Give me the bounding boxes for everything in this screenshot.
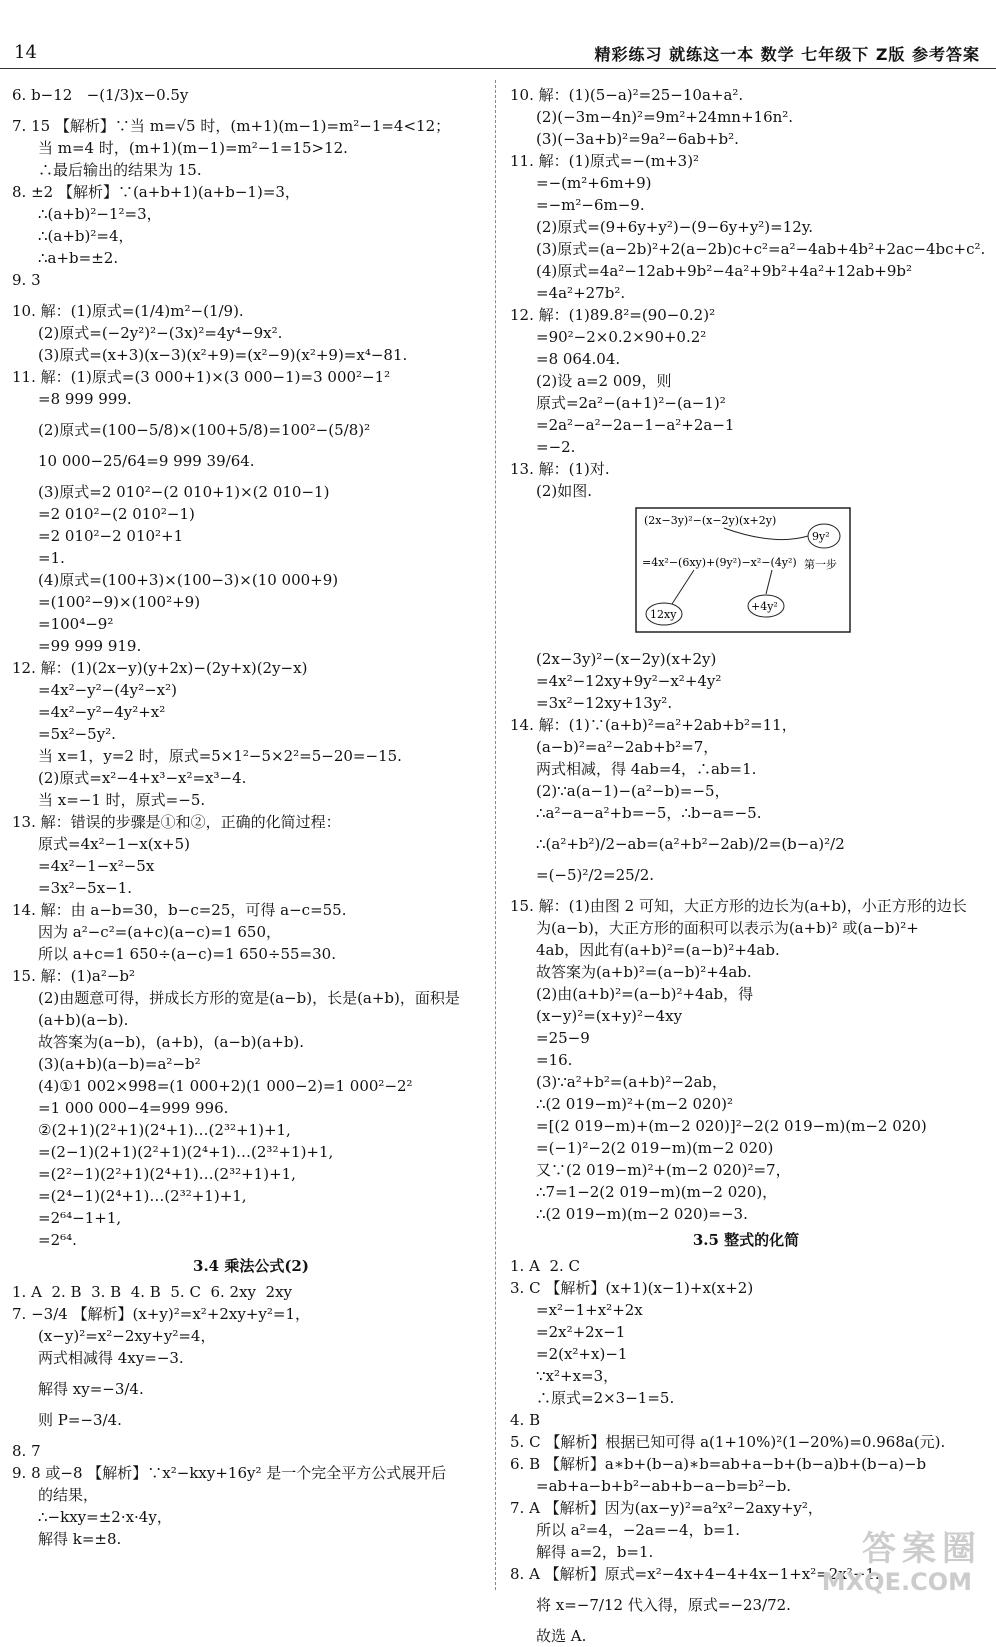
answer-line: ∴(a²+b²)/2−ab=(a²+b²−2ab)/2=(b−a)²/2	[536, 835, 845, 853]
answer-line: =(2⁴−1)(2⁴+1)…(2³²+1)+1,	[38, 1187, 247, 1205]
page-header	[0, 38, 996, 69]
answer-line: 6. B 【解析】a∗b+(b−a)∗b=ab+a−b+(b−a)b+(b−a)−b	[510, 1455, 927, 1473]
spacer	[12, 410, 490, 419]
answer-line: =(2²−1)(2²+1)(2⁴+1)…(2³²+1)+1,	[38, 1165, 296, 1183]
answer-line: =4a²+27b².	[536, 284, 626, 302]
section-title: 3.5 整式的化简	[692, 1231, 800, 1249]
circle-12xy-text: 12xy	[650, 608, 677, 621]
answer-line: 7. 15 【解析】∵当 m=√5 时，(m+1)(m−1)=m²−1=4<12；	[12, 117, 451, 135]
answer-line: ∴a+b=±2.	[38, 249, 119, 267]
spacer	[510, 1616, 982, 1625]
answer-line: (x−y)²=x²−2xy+y²=4，	[38, 1327, 216, 1345]
answer-line: ②(2+1)(2²+1)(2⁴+1)…(2³²+1)+1,	[38, 1121, 291, 1139]
answer-line: =1.	[38, 549, 65, 567]
answer-line: 3. C 【解析】(x+1)(x−1)+x(x+2)	[510, 1279, 754, 1297]
answer-line: 的结果，	[38, 1486, 99, 1504]
step-figure	[634, 506, 982, 642]
answer-line: ∵x²+x=3，	[536, 1367, 619, 1385]
answer-line: 12. 解：(1)(2x−y)(y+2x)−(2y+x)(2y−x)	[12, 659, 308, 677]
answer-line: 15. 解：(1)a²−b²	[12, 967, 136, 985]
answer-line: 14. 解：(1)∵(a+b)²=a²+2ab+b²=11，	[510, 716, 797, 734]
spacer	[510, 824, 982, 833]
answer-line: 10 000−25/64=9 999 39/64.	[38, 452, 255, 470]
answer-line: (2x−3y)²−(x−2y)(x+2y)	[536, 650, 717, 668]
answer-line: 6. b−12 −(1/3)x−0.5y	[12, 86, 189, 104]
answer-line: (a−b)²=a²−2ab+b²=7，	[536, 738, 719, 756]
answer-line: =(−1)²−2(2 019−m)(m−2 020)	[536, 1139, 774, 1157]
answer-line: 解得 xy=−3/4.	[38, 1380, 144, 1398]
answer-line: (2)∵a(a−1)−(a²−b)=−5，	[536, 782, 730, 800]
answer-line: ∴7=1−2(2 019−m)(m−2 020)，	[536, 1183, 778, 1201]
answer-line: (4)原式=(100+3)×(100−3)×(10 000+9)	[38, 571, 339, 589]
answer-line: =3x²−5x−1.	[38, 879, 133, 897]
spacer	[12, 472, 490, 481]
answer-line: =[(2 019−m)+(m−2 020)]²−2(2 019−m)(m−2 020)	[536, 1117, 927, 1135]
answer-line: =(−5)²/2=25/2.	[536, 866, 655, 884]
spacer	[510, 855, 982, 864]
watermark-site: MXQE.COM	[821, 1568, 972, 1596]
spacer	[12, 1431, 490, 1440]
answer-line: =5x²−5y².	[38, 725, 116, 743]
answer-line: =2 010²−(2 010²−1)	[38, 505, 195, 523]
answer-line: 11. 解：(1)原式=(3 000+1)×(3 000−1)=3 000²−1²	[12, 368, 391, 386]
answer-line: 原式=4x²−1−x(x+5)	[38, 835, 190, 853]
right-column	[510, 84, 986, 1647]
answer-line: (2)原式=(9+6y+y²)−(9−6y+y²)=12y.	[536, 218, 814, 236]
answer-line: ∴(a+b)²−1²=3，	[38, 205, 162, 223]
figure-mid-expr: =4x²−(6xy)+(9y²)−x²−(4y²)	[642, 556, 797, 569]
circle-4y2-text: +4y²	[751, 600, 778, 613]
page-number: 14	[14, 42, 37, 63]
answer-line: 7. A 【解析】因为(ax−y)²=a²x²−2axy+y²，	[510, 1499, 823, 1517]
figure-top-expr: (2x−3y)²−(x−2y)(x+2y)	[644, 514, 777, 527]
answer-line: 11. 解：(1)原式=−(m+3)²	[510, 152, 700, 170]
answer-line: =−m²−6m−9.	[536, 196, 645, 214]
spacer	[12, 1369, 490, 1378]
answer-line: =2(x²+x)−1	[536, 1345, 628, 1363]
answer-line: 当 m=4 时，(m+1)(m−1)=m²−1=15>12.	[38, 139, 348, 157]
spacer	[12, 1400, 490, 1409]
right-column-bottom	[510, 648, 982, 1647]
answer-line: 5. C 【解析】根据已知可得 a(1+10%)²(1−20%)=0.968a(元).	[510, 1433, 946, 1451]
answer-line: 两式相减，得 4ab=4，∴ab=1.	[536, 760, 757, 778]
answer-line: =2a²−a²−2a−1−a²+2a−1	[536, 416, 735, 434]
answer-line: =1 000 000−4=999 996.	[38, 1099, 229, 1117]
answer-line: 4ab，因此有(a+b)²=(a−b)²+4ab.	[536, 941, 780, 959]
answer-line: 8. ±2 【解析】∵(a+b+1)(a+b−1)=3，	[12, 183, 300, 201]
answer-line: 7. −3/4 【解析】(x+y)²=x²+2xy+y²=1，	[12, 1305, 311, 1323]
answer-line: =2⁶⁴.	[38, 1231, 77, 1249]
answer-line: 1. A 2. B 3. B 4. B 5. C 6. 2xy 2xy	[12, 1283, 293, 1301]
answer-line: (2)(−3m−4n)²=9m²+24mn+16n².	[536, 108, 794, 126]
answer-line: 因为 a²−c²=(a+c)(a−c)=1 650，	[38, 923, 282, 941]
answer-line: 13. 解：错误的步骤是①和②，正确的化简过程：	[12, 813, 341, 831]
spacer	[12, 441, 490, 450]
answer-line: 则 P=−3/4.	[38, 1411, 122, 1429]
answer-line: 14. 解：由 a−b=30，b−c=25，可得 a−c=55.	[12, 901, 347, 919]
answer-line: =8 999 999.	[38, 390, 132, 408]
answer-line: =(100²−9)×(100²+9)	[38, 593, 201, 611]
answer-line: 又∵(2 019−m)²+(m−2 020)²=7，	[536, 1161, 791, 1179]
spacer	[12, 106, 490, 115]
answer-line: (2)设 a=2 009，则	[536, 372, 672, 390]
answer-line: 1. A 2. C	[510, 1257, 581, 1275]
answer-line: =4x²−12xy+9y²−x²+4y²	[536, 672, 722, 690]
answer-line: =−2.	[536, 438, 576, 456]
answer-line: =2⁶⁴−1+1,	[38, 1209, 122, 1227]
answer-line: =4x²−1−x²−5x	[38, 857, 155, 875]
answer-line: ∴原式=2×3−1=5.	[536, 1389, 675, 1407]
answer-line: 10. 解：(1)原式=(1/4)m²−(1/9).	[12, 302, 244, 320]
answer-line: 解得 a=2，b=1.	[536, 1543, 654, 1561]
answer-line: =25−9	[536, 1029, 590, 1047]
step-label: 第一步	[804, 558, 837, 571]
answer-line: (4)①1 002×998=(1 000+2)(1 000−2)=1 000²−2²	[38, 1077, 413, 1095]
answer-line: (4)原式=4a²−12ab+9b²−4a²+9b²+4a²+12ab+9b²	[536, 262, 913, 280]
figure-svg	[634, 506, 854, 636]
answer-line: (3)(−3a+b)²=9a²−6ab+b².	[536, 130, 739, 148]
spacer	[12, 291, 490, 300]
answer-line: 故答案为(a−b)，(a+b)，(a−b)(a+b).	[38, 1033, 305, 1051]
header-title: 精彩练习 就练这一本 数学 七年级下 Z版 参考答案	[594, 45, 980, 64]
answer-line: =x²−1+x²+2x	[536, 1301, 643, 1319]
column-divider	[495, 80, 496, 1590]
answer-line: (3)原式=(x+3)(x−3)(x²+9)=(x²−9)(x²+9)=x⁴−81.	[38, 346, 408, 364]
answer-line: =(2−1)(2+1)(2²+1)(2⁴+1)…(2³²+1)+1,	[38, 1143, 334, 1161]
answer-line: =−(m²+6m+9)	[536, 174, 652, 192]
watermark-logo: 答案圈	[862, 1529, 982, 1569]
answer-line: 原式=2a²−(a+1)²−(a−1)²	[536, 394, 726, 412]
answer-line: 13. 解：(1)对.	[510, 460, 610, 478]
answer-line: (2)由(a+b)²=(a−b)²+4ab，得	[536, 985, 754, 1003]
answer-line: ∴a²−a−a²+b=−5，∴b−a=−5.	[536, 804, 762, 822]
arrow-to-4y2	[766, 570, 772, 594]
answer-line: 将 x=−7/12 代入得，原式=−23/72.	[536, 1596, 791, 1614]
section-title: 3.4 乘法公式(2)	[193, 1257, 309, 1275]
answer-line: 8. 7	[12, 1442, 41, 1460]
answer-line: (a+b)(a−b).	[38, 1011, 129, 1029]
answer-line: 12. 解：(1)89.8²=(90−0.2)²	[510, 306, 716, 324]
answer-line: (3)原式=(a−2b)²+2(a−2b)c+c²=a²−4ab+4b²+2ac−4bc+c².	[536, 240, 986, 258]
answer-line: =90²−2×0.2×90+0.2²	[536, 328, 707, 346]
answer-line: =ab+a−b+b²−ab+b−a−b=b²−b.	[536, 1477, 792, 1495]
arrow-to-12xy	[672, 570, 694, 604]
answer-line: ∴(2 019−m)(m−2 020)=−3.	[536, 1205, 748, 1223]
answer-line: =16.	[536, 1051, 573, 1069]
answer-line: 9. 3	[12, 271, 41, 289]
answer-line: =3x²−12xy+13y².	[536, 694, 673, 712]
answer-line: 当 x=1，y=2 时，原式=5×1²−5×2²=5−20=−15.	[38, 747, 402, 765]
answer-line: 10. 解：(1)(5−a)²=25−10a+a².	[510, 86, 744, 104]
left-column	[12, 84, 490, 1550]
spacer	[510, 886, 982, 895]
answer-line: 解得 k=±8.	[38, 1530, 122, 1548]
answer-line: =8 064.04.	[536, 350, 621, 368]
answer-line: 8. A 【解析】原式=x²−4x+4−4+4x−1+x²=2x²−1.	[510, 1565, 880, 1583]
answer-line: (x−y)²=(x+y)²−4xy	[536, 1007, 683, 1025]
answer-line: 为(a−b)，大正方形的面积可以表示为(a+b)² 或(a−b)²+	[536, 919, 919, 937]
answer-line: (2)原式=(−2y²)²−(3x)²=4y⁴−9x².	[38, 324, 283, 342]
answer-line: 9. 8 或−8 【解析】∵x²−kxy+16y² 是一个完全平方公式展开后	[12, 1464, 447, 1482]
answer-line: =99 999 919.	[38, 637, 142, 655]
answer-line: ∴−kxy=±2·x·4y，	[38, 1508, 172, 1526]
answer-line: (2)如图.	[536, 482, 593, 500]
answer-line: ∴(2 019−m)²+(m−2 020)²	[536, 1095, 734, 1113]
answer-line: 所以 a²=4，−2a=−4，b=1.	[536, 1521, 741, 1539]
answer-line: ∴最后输出的结果为 15.	[38, 161, 202, 179]
answer-line: 两式相减得 4xy=−3.	[38, 1349, 184, 1367]
answer-line: 当 x=−1 时，原式=−5.	[38, 791, 206, 809]
answer-line: ∴(a+b)²=4，	[38, 227, 134, 245]
answer-line: 故答案为(a+b)²=(a−b)²+4ab.	[536, 963, 752, 981]
answer-line: =4x²−y²−4y²+x²	[38, 703, 166, 721]
answer-line: 所以 a+c=1 650÷(a−c)=1 650÷55=30.	[38, 945, 336, 963]
answer-line: 15. 解：(1)由图 2 可知，大正方形的边长为(a+b)，小正方形的边长	[510, 897, 967, 915]
answer-line: (2)原式=(100−5/8)×(100+5/8)=100²−(5/8)²	[38, 421, 371, 439]
answer-line: (2)由题意可得，拼成长方形的宽是(a−b)，长是(a+b)，面积是	[38, 989, 460, 1007]
answer-line: (3)∵a²+b²=(a+b)²−2ab，	[536, 1073, 727, 1091]
answer-line: =4x²−y²−(4y²−x²)	[38, 681, 177, 699]
right-column-top	[510, 84, 986, 502]
arrow-to-9y2	[724, 528, 808, 540]
answer-line: (2)原式=x²−4+x³−x²=x³−4.	[38, 769, 247, 787]
answer-line: =2 010²−2 010²+1	[38, 527, 184, 545]
answer-line: 4. B	[510, 1411, 541, 1429]
circle-9y2-text: 9y²	[812, 530, 830, 543]
answer-line: 故选 A.	[536, 1627, 587, 1645]
answer-line: (3)原式=2 010²−(2 010+1)×(2 010−1)	[38, 483, 330, 501]
answer-line: (3)(a+b)(a−b)=a²−b²	[38, 1055, 201, 1073]
answer-line: =2x²+2x−1	[536, 1323, 626, 1341]
answer-line: =100⁴−9²	[38, 615, 114, 633]
